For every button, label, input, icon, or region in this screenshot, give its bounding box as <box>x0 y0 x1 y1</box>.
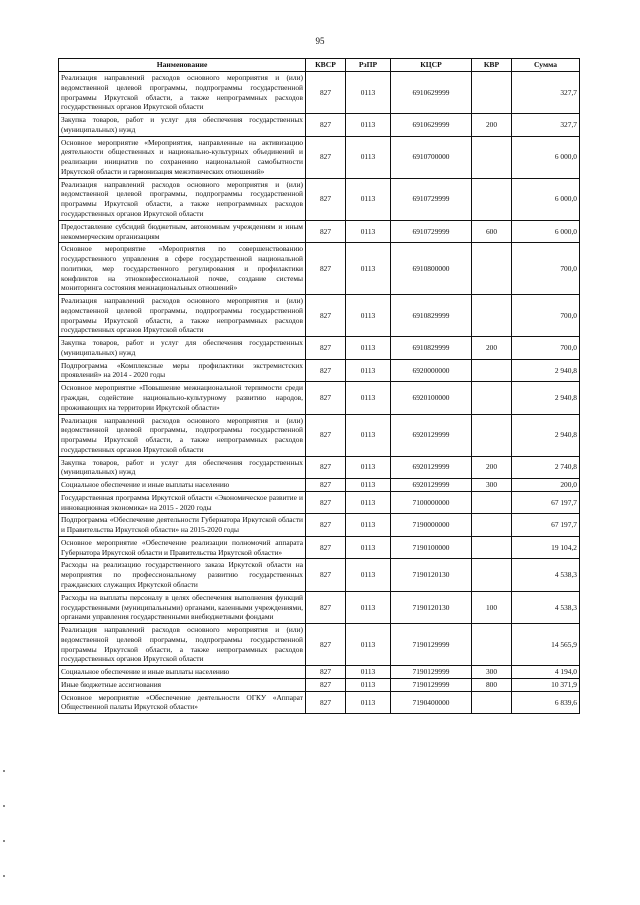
cell-sum: 2 940,8 <box>512 359 580 382</box>
cell-kvr <box>472 536 512 559</box>
cell-kvsr: 827 <box>306 337 346 360</box>
cell-rzpr: 0113 <box>346 359 391 382</box>
cell-kvr <box>472 414 512 456</box>
cell-kvr: 200 <box>472 337 512 360</box>
cell-rzpr: 0113 <box>346 114 391 137</box>
cell-kvsr: 827 <box>306 295 346 337</box>
cell-kvr <box>472 295 512 337</box>
cell-kcsr: 7190100000 <box>391 536 472 559</box>
cell-rzpr: 0113 <box>346 559 391 591</box>
cell-sum: 4 538,3 <box>512 591 580 623</box>
cell-name: Подпрограмма «Комплексные меры профилактики экстремистских проявлений» на 2014 - 2020 годы <box>59 359 306 382</box>
cell-rzpr: 0113 <box>346 624 391 666</box>
cell-kcsr: 6910629999 <box>391 114 472 137</box>
column-header-sum: Сумма <box>512 59 580 72</box>
table-row <box>59 479 580 492</box>
cell-kvr: 800 <box>472 678 512 691</box>
cell-kvr: 200 <box>472 456 512 479</box>
cell-kvsr: 827 <box>306 479 346 492</box>
cell-rzpr: 0113 <box>346 136 391 178</box>
cell-sum: 200,0 <box>512 479 580 492</box>
cell-kvr <box>472 72 512 114</box>
column-header-kvr: КВР <box>472 59 512 72</box>
cell-kcsr: 6920129999 <box>391 414 472 456</box>
cell-sum: 4 538,3 <box>512 559 580 591</box>
scan-margin-dot <box>3 770 5 772</box>
cell-name: Реализация направлений расходов основного мероприятия и (или) ведомственной целевой программы, подпрограммы государственной программы Иркутской области, а также непрограммных расходов государственных органов Иркутской области <box>59 72 306 114</box>
cell-rzpr: 0113 <box>346 479 391 492</box>
cell-kcsr: 6920129999 <box>391 456 472 479</box>
cell-rzpr: 0113 <box>346 536 391 559</box>
cell-kvsr: 827 <box>306 591 346 623</box>
table-row <box>59 536 580 559</box>
cell-rzpr: 0113 <box>346 491 391 514</box>
cell-name: Иные бюджетные ассигнования <box>59 678 306 691</box>
cell-kvsr: 827 <box>306 624 346 666</box>
cell-kvsr: 827 <box>306 243 346 295</box>
cell-rzpr: 0113 <box>346 337 391 360</box>
cell-sum: 6 000,0 <box>512 136 580 178</box>
cell-kcsr: 7190129999 <box>391 624 472 666</box>
cell-sum: 19 104,2 <box>512 536 580 559</box>
cell-sum: 10 371,9 <box>512 678 580 691</box>
cell-kvr: 300 <box>472 479 512 492</box>
column-header-rzpr: РзПР <box>346 59 391 72</box>
cell-sum: 6 000,0 <box>512 220 580 243</box>
cell-kvsr: 827 <box>306 414 346 456</box>
cell-kvr <box>472 624 512 666</box>
cell-kvsr: 827 <box>306 536 346 559</box>
table-header-row <box>59 59 580 72</box>
cell-kcsr: 7190129999 <box>391 666 472 679</box>
cell-rzpr: 0113 <box>346 591 391 623</box>
cell-kvr: 300 <box>472 666 512 679</box>
cell-kvr: 600 <box>472 220 512 243</box>
cell-kcsr: 7190129999 <box>391 678 472 691</box>
cell-sum: 6 839,6 <box>512 691 580 714</box>
scan-margin-dot <box>3 875 5 877</box>
cell-kvsr: 827 <box>306 456 346 479</box>
cell-kvr <box>472 243 512 295</box>
cell-rzpr: 0113 <box>346 414 391 456</box>
cell-sum: 2 940,8 <box>512 382 580 414</box>
cell-kcsr: 7190120130 <box>391 591 472 623</box>
cell-kvsr: 827 <box>306 491 346 514</box>
cell-kvr <box>472 136 512 178</box>
cell-kvsr: 827 <box>306 559 346 591</box>
cell-kvr <box>472 691 512 714</box>
cell-kcsr: 7190120130 <box>391 559 472 591</box>
table-row <box>59 178 580 220</box>
cell-rzpr: 0113 <box>346 178 391 220</box>
cell-kvsr: 827 <box>306 382 346 414</box>
table-row <box>59 591 580 623</box>
cell-rzpr: 0113 <box>346 243 391 295</box>
cell-name: Расходы на выплаты персоналу в целях обеспечения выполнения функций государственными (муниципальными) органами, казенными учреждениями, органами управления государственными внебюджетными фондами <box>59 591 306 623</box>
cell-kcsr: 6910729999 <box>391 178 472 220</box>
cell-name: Реализация направлений расходов основного мероприятия и (или) ведомственной целевой программы, подпрограммы государственной программы Иркутской области, а также непрограммных расходов государственных органов Иркутской области <box>59 624 306 666</box>
cell-sum: 327,7 <box>512 114 580 137</box>
column-header-kvsr: КВСР <box>306 59 346 72</box>
cell-name: Основное мероприятие «Обеспечение реализации полномочий аппарата Губернатора Иркутской области и Правительства Иркутской области» <box>59 536 306 559</box>
cell-sum: 327,7 <box>512 72 580 114</box>
page-number: 95 <box>315 36 325 46</box>
cell-kvsr: 827 <box>306 678 346 691</box>
cell-name: Реализация направлений расходов основного мероприятия и (или) ведомственной целевой программы, подпрограммы государственной программы Иркутской области, а также непрограммных расходов государственных органов Иркутской области <box>59 178 306 220</box>
scan-margin-dot <box>3 805 5 807</box>
table-row <box>59 678 580 691</box>
cell-sum: 14 565,9 <box>512 624 580 666</box>
cell-kvr: 200 <box>472 114 512 137</box>
cell-name: Закупка товаров, работ и услуг для обеспечения государственных (муниципальных) нужд <box>59 456 306 479</box>
cell-name: Предоставление субсидий бюджетным, автономным учреждениям и иным некоммерческим организациям <box>59 220 306 243</box>
cell-name: Реализация направлений расходов основного мероприятия и (или) ведомственной целевой программы, подпрограммы государственной программы Иркутской области, а также непрограммных расходов государственных органов Иркутской области <box>59 414 306 456</box>
table-row <box>59 514 580 537</box>
cell-kcsr: 6920000000 <box>391 359 472 382</box>
cell-rzpr: 0113 <box>346 220 391 243</box>
table-row <box>59 666 580 679</box>
table-row <box>59 243 580 295</box>
table-row <box>59 220 580 243</box>
cell-kvsr: 827 <box>306 514 346 537</box>
cell-kvr <box>472 559 512 591</box>
cell-rzpr: 0113 <box>346 666 391 679</box>
cell-kvr <box>472 491 512 514</box>
table-row <box>59 295 580 337</box>
cell-kcsr: 6910800000 <box>391 243 472 295</box>
cell-rzpr: 0113 <box>346 514 391 537</box>
cell-name: Социальное обеспечение и иные выплаты населению <box>59 666 306 679</box>
cell-rzpr: 0113 <box>346 382 391 414</box>
cell-name: Социальное обеспечение и иные выплаты населению <box>59 479 306 492</box>
cell-name: Основное мероприятие «Повышение межнациональной терпимости среди граждан, содействие национально-культурному развитию народов, проживающих на территории Иркутской области» <box>59 382 306 414</box>
cell-kcsr: 6910829999 <box>391 337 472 360</box>
cell-sum: 700,0 <box>512 337 580 360</box>
cell-sum: 67 197,7 <box>512 491 580 514</box>
cell-rzpr: 0113 <box>346 456 391 479</box>
cell-kvsr: 827 <box>306 114 346 137</box>
cell-kcsr: 7100000000 <box>391 491 472 514</box>
cell-kcsr: 6920100000 <box>391 382 472 414</box>
table-row <box>59 114 580 137</box>
cell-sum: 2 940,8 <box>512 414 580 456</box>
cell-kvsr: 827 <box>306 220 346 243</box>
table-row <box>59 691 580 714</box>
cell-sum: 67 197,7 <box>512 514 580 537</box>
cell-name: Расходы на реализацию государственного заказа Иркутской области на мероприятия по профессиональному развитию государственных гражданских служащих Иркутской области <box>59 559 306 591</box>
table-row <box>59 414 580 456</box>
cell-kvsr: 827 <box>306 72 346 114</box>
cell-kvr <box>472 382 512 414</box>
cell-rzpr: 0113 <box>346 678 391 691</box>
table-row <box>59 624 580 666</box>
cell-rzpr: 0113 <box>346 691 391 714</box>
cell-name: Реализация направлений расходов основного мероприятия и (или) ведомственной целевой программы, подпрограммы государственной программы Иркутской области, а также непрограммных расходов государственных органов Иркутской области <box>59 295 306 337</box>
cell-rzpr: 0113 <box>346 295 391 337</box>
cell-kcsr: 6910729999 <box>391 220 472 243</box>
cell-kvsr: 827 <box>306 359 346 382</box>
cell-kvr <box>472 514 512 537</box>
cell-kcsr: 7190400000 <box>391 691 472 714</box>
cell-kvr: 100 <box>472 591 512 623</box>
scan-margin-dot <box>3 840 5 842</box>
cell-sum: 4 194,0 <box>512 666 580 679</box>
cell-name: Закупка товаров, работ и услуг для обеспечения государственных (муниципальных) нужд <box>59 114 306 137</box>
table-row <box>59 382 580 414</box>
cell-name: Государственная программа Иркутской области «Экономическое развитие и инновационная экономика» на 2015 - 2020 годы <box>59 491 306 514</box>
cell-kvr <box>472 178 512 220</box>
table-row <box>59 559 580 591</box>
table-row <box>59 72 580 114</box>
table-row <box>59 359 580 382</box>
cell-kcsr: 6920129999 <box>391 479 472 492</box>
cell-rzpr: 0113 <box>346 72 391 114</box>
cell-name: Основное мероприятие «Мероприятия, направленные на активизацию деятельности общественных и национально-культурных объединений и реализации инициатив по сохранению национальной самобытности Иркутской области и гармонизация межэтнических отношений» <box>59 136 306 178</box>
column-header-name: Наименование <box>59 59 306 72</box>
table-row <box>59 136 580 178</box>
cell-sum: 2 740,8 <box>512 456 580 479</box>
cell-kvsr: 827 <box>306 666 346 679</box>
cell-kvsr: 827 <box>306 136 346 178</box>
cell-kvr <box>472 359 512 382</box>
cell-sum: 700,0 <box>512 295 580 337</box>
cell-sum: 6 000,0 <box>512 178 580 220</box>
cell-name: Закупка товаров, работ и услуг для обеспечения государственных (муниципальных) нужд <box>59 337 306 360</box>
table-row <box>59 337 580 360</box>
budget-table <box>58 58 580 714</box>
cell-kvsr: 827 <box>306 178 346 220</box>
cell-kcsr: 7190000000 <box>391 514 472 537</box>
cell-name: Подпрограмма «Обеспечение деятельности Губернатора Иркутской области и Правительства Иркутской области» на 2015-2020 годы <box>59 514 306 537</box>
cell-sum: 700,0 <box>512 243 580 295</box>
cell-name: Основное мероприятие «Мероприятия по совершенствованию государственного управления в сфере государственной национальной политики, мер государственного регулирования и профилактики конфликтов на этноконфессиональной почве, создание системы мониторинга состояния межнациональных отношений» <box>59 243 306 295</box>
cell-kcsr: 6910629999 <box>391 72 472 114</box>
cell-name: Основное мероприятие «Обеспечение деятельности ОГКУ «Аппарат Общественной палаты Иркутской области» <box>59 691 306 714</box>
table-row <box>59 456 580 479</box>
cell-kcsr: 6910829999 <box>391 295 472 337</box>
table-row <box>59 491 580 514</box>
column-header-kcsr: КЦСР <box>391 59 472 72</box>
cell-kvsr: 827 <box>306 691 346 714</box>
cell-kcsr: 6910700000 <box>391 136 472 178</box>
